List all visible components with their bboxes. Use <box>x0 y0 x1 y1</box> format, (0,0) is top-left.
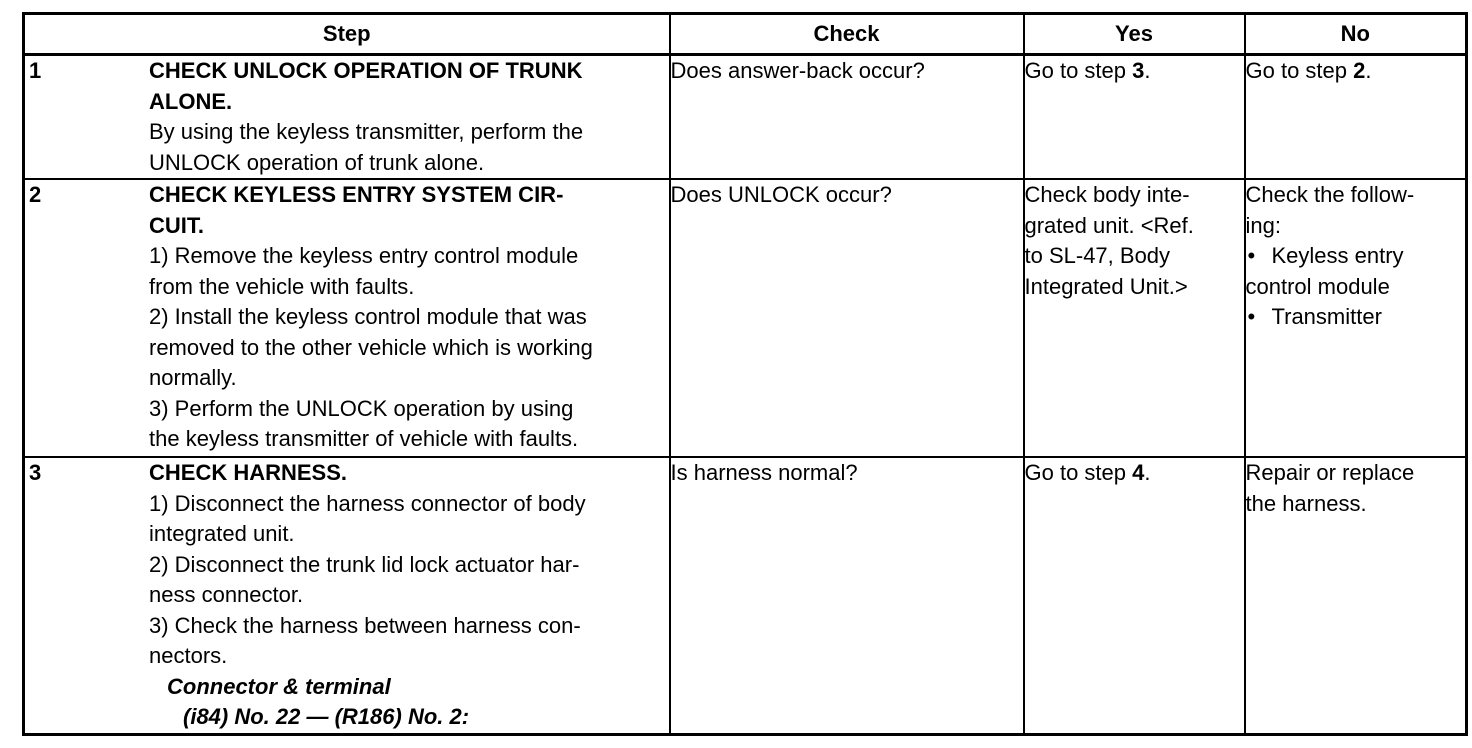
yes-text: . <box>1144 460 1151 485</box>
step-text: 1) Remove the keyless entry control module <box>149 243 579 268</box>
yes-cell <box>1024 457 1245 734</box>
no-text: the harness. <box>1245 490 1367 516</box>
step-number: 2 <box>29 182 42 207</box>
step-title: CHECK HARNESS. <box>149 460 348 485</box>
yes-cell <box>1024 55 1245 180</box>
spec-title: Connector & terminal <box>167 673 391 699</box>
step-title: CHECK KEYLESS ENTRY SYSTEM CIR- <box>149 182 564 207</box>
header-step: Step <box>24 14 670 55</box>
yes-text: Check body inte- <box>1024 182 1190 207</box>
step-text: the keyless transmitter of vehicle with faults. <box>149 426 579 451</box>
step-text: By using the keyless transmitter, perform the <box>149 119 584 144</box>
no-bullet-item: • Keyless entry <box>1246 241 1466 272</box>
step-text: 2) Install the keyless control module that was <box>149 304 587 329</box>
no-text: Repair or replace <box>1245 460 1415 485</box>
no-cell <box>1245 179 1467 457</box>
table-row <box>24 179 1467 457</box>
step-text: integrated unit. <box>149 521 295 546</box>
no-bullet-item: • Transmitter <box>1246 302 1466 333</box>
yes-text: . <box>1144 58 1151 83</box>
step-number: 1 <box>29 58 42 83</box>
check-cell: Does UNLOCK occur? <box>670 179 1024 457</box>
yes-text: Go to step <box>1024 460 1133 485</box>
step-text: 3) Check the harness between harness con- <box>149 612 581 638</box>
header-row <box>24 14 1467 55</box>
check-cell: Does answer-back occur? <box>670 55 1024 180</box>
no-text: control module <box>1245 273 1390 299</box>
step-title: CUIT. <box>149 212 204 238</box>
step-cell <box>24 179 670 457</box>
yes-text: Integrated Unit.> <box>1024 273 1188 299</box>
step-title: ALONE. <box>149 88 233 114</box>
header-yes: Yes <box>1024 14 1245 55</box>
step-text: removed to the other vehicle which is working <box>149 334 593 360</box>
yes-cell <box>1024 179 1245 457</box>
step-text: normally. <box>149 365 237 390</box>
table-row <box>24 55 1467 180</box>
yes-step-ref: 3 <box>1132 58 1145 83</box>
check-cell: Is harness normal? <box>670 457 1024 734</box>
step-text: from the vehicle with faults. <box>149 273 415 299</box>
no-text: . <box>1365 58 1372 83</box>
yes-text: Go to step <box>1024 58 1133 83</box>
step-cell <box>24 457 670 734</box>
step-cell <box>24 55 670 180</box>
step-text: UNLOCK operation of trunk alone. <box>149 149 485 175</box>
yes-step-ref: 4 <box>1132 460 1145 485</box>
table-row <box>24 457 1467 734</box>
yes-text: to SL-47, Body <box>1024 243 1171 268</box>
no-cell <box>1245 457 1467 734</box>
no-step-ref: 2 <box>1353 58 1366 83</box>
step-text: 3) Perform the UNLOCK operation by using <box>149 395 574 421</box>
step-number: 3 <box>29 460 42 485</box>
step-title: CHECK UNLOCK OPERATION OF TRUNK <box>149 58 583 83</box>
header-check: Check <box>670 14 1024 55</box>
no-text: Check the follow- <box>1245 182 1415 207</box>
step-text: ness connector. <box>149 582 304 607</box>
step-text: 1) Disconnect the harness connector of body <box>149 490 586 516</box>
header-no: No <box>1245 14 1467 55</box>
no-cell <box>1245 55 1467 180</box>
step-text: 2) Disconnect the trunk lid lock actuator har- <box>149 551 580 577</box>
diagnostic-table <box>22 12 1468 736</box>
no-text: Go to step <box>1245 58 1354 83</box>
spec-value: (i84) No. 22 — (R186) No. 2: <box>183 704 470 729</box>
yes-text: grated unit. <Ref. <box>1024 212 1194 238</box>
step-text: nectors. <box>149 643 228 668</box>
no-text: ing: <box>1245 212 1281 238</box>
